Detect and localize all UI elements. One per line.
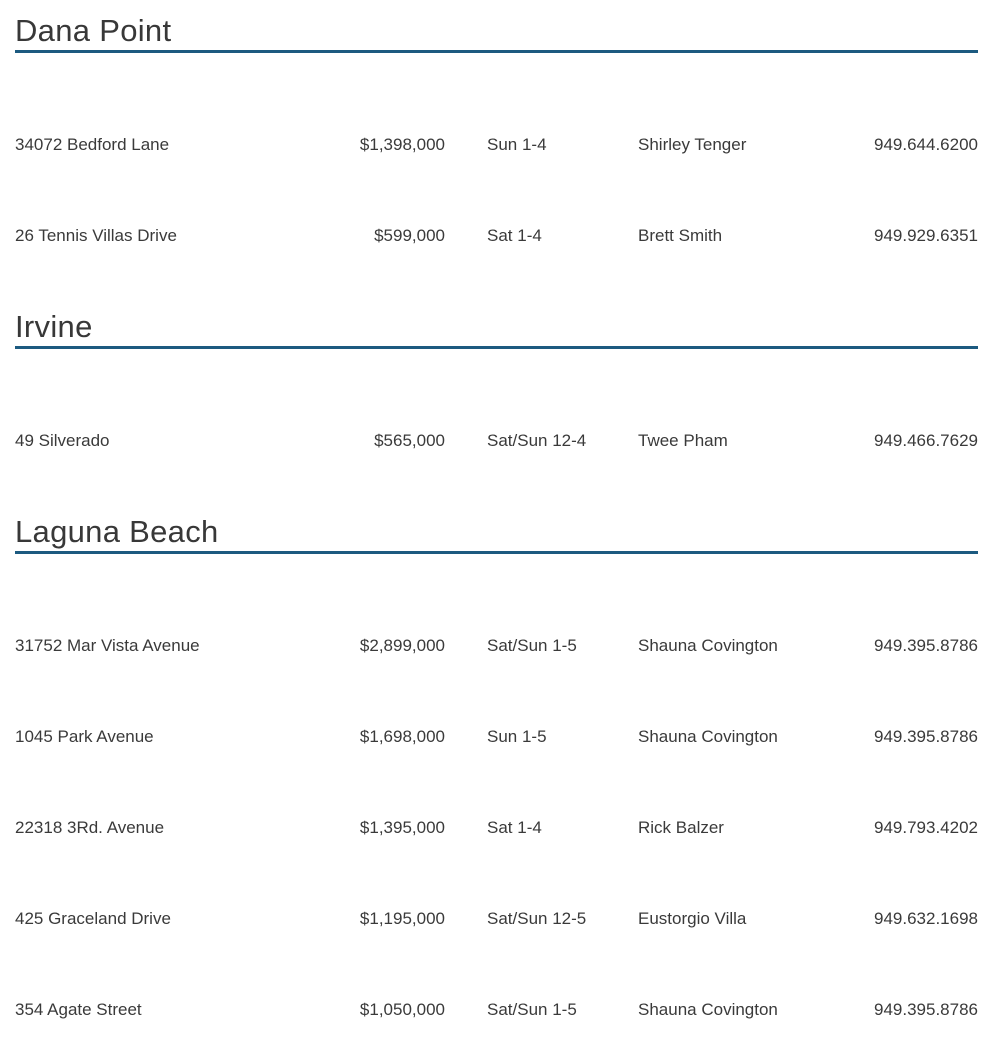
city-section xyxy=(15,515,978,1020)
listing-agent: Brett Smith xyxy=(638,226,723,245)
listing-row xyxy=(15,134,978,155)
listing-address: 1045 Park Avenue xyxy=(15,727,154,746)
city-section xyxy=(15,310,978,451)
listing-phone: 949.632.1698 xyxy=(874,909,978,928)
listing-phone: 949.929.6351 xyxy=(874,226,978,245)
listing-price: $1,195,000 xyxy=(359,909,445,928)
listing-phone: 949.793.4202 xyxy=(874,818,978,837)
listing-agent: Twee Pham xyxy=(638,431,728,450)
listing-address: 34072 Bedford Lane xyxy=(15,135,170,154)
listing-price: $599,000 xyxy=(374,226,445,245)
listing-address: 31752 Mar Vista Avenue xyxy=(15,636,200,655)
listing-agent: Shirley Tenger xyxy=(638,135,747,154)
listing-row xyxy=(15,999,978,1020)
listing-open-time: Sat 1-4 xyxy=(487,226,542,245)
listing-open-time: Sun 1-4 xyxy=(487,135,547,154)
listing-address: 49 Silverado xyxy=(15,431,110,450)
city-heading: Irvine xyxy=(15,310,978,349)
listing-open-time: Sat/Sun 1-5 xyxy=(487,636,577,655)
listing-price: $2,899,000 xyxy=(359,636,445,655)
listing-agent: Eustorgio Villa xyxy=(638,909,747,928)
listing-phone: 949.466.7629 xyxy=(874,431,978,450)
listing-address: 354 Agate Street xyxy=(15,1000,142,1019)
listing-agent: Rick Balzer xyxy=(638,818,724,837)
listing-address: 26 Tennis Villas Drive xyxy=(15,226,177,245)
city-heading: Dana Point xyxy=(15,14,978,53)
listing-price: $565,000 xyxy=(374,431,445,450)
city-section xyxy=(15,14,978,246)
listing-price: $1,395,000 xyxy=(359,818,445,837)
listing-open-time: Sat/Sun 12-5 xyxy=(487,909,587,928)
listing-price: $1,398,000 xyxy=(359,135,445,154)
listing-open-time: Sat/Sun 1-5 xyxy=(487,1000,577,1019)
listing-price: $1,050,000 xyxy=(359,1000,445,1019)
listing-agent: Shauna Covington xyxy=(638,1000,778,1019)
listing-row xyxy=(15,225,978,246)
listing-price: $1,698,000 xyxy=(359,727,445,746)
listing-open-time: Sat 1-4 xyxy=(487,818,542,837)
listing-row xyxy=(15,430,978,451)
listing-open-time: Sun 1-5 xyxy=(487,727,547,746)
listing-row xyxy=(15,908,978,929)
listing-phone: 949.395.8786 xyxy=(874,727,978,746)
listing-agent: Shauna Covington xyxy=(638,636,778,655)
listing-open-time: Sat/Sun 12-4 xyxy=(487,431,587,450)
listing-agent: Shauna Covington xyxy=(638,727,778,746)
listing-address: 425 Graceland Drive xyxy=(15,909,171,928)
listing-phone: 949.395.8786 xyxy=(874,1000,978,1019)
listing-row xyxy=(15,817,978,838)
listing-row xyxy=(15,726,978,747)
listing-row xyxy=(15,635,978,656)
listing-address: 22318 3Rd. Avenue xyxy=(15,818,165,837)
city-heading: Laguna Beach xyxy=(15,515,978,554)
listing-phone: 949.644.6200 xyxy=(874,135,978,154)
listing-phone: 949.395.8786 xyxy=(874,636,978,655)
